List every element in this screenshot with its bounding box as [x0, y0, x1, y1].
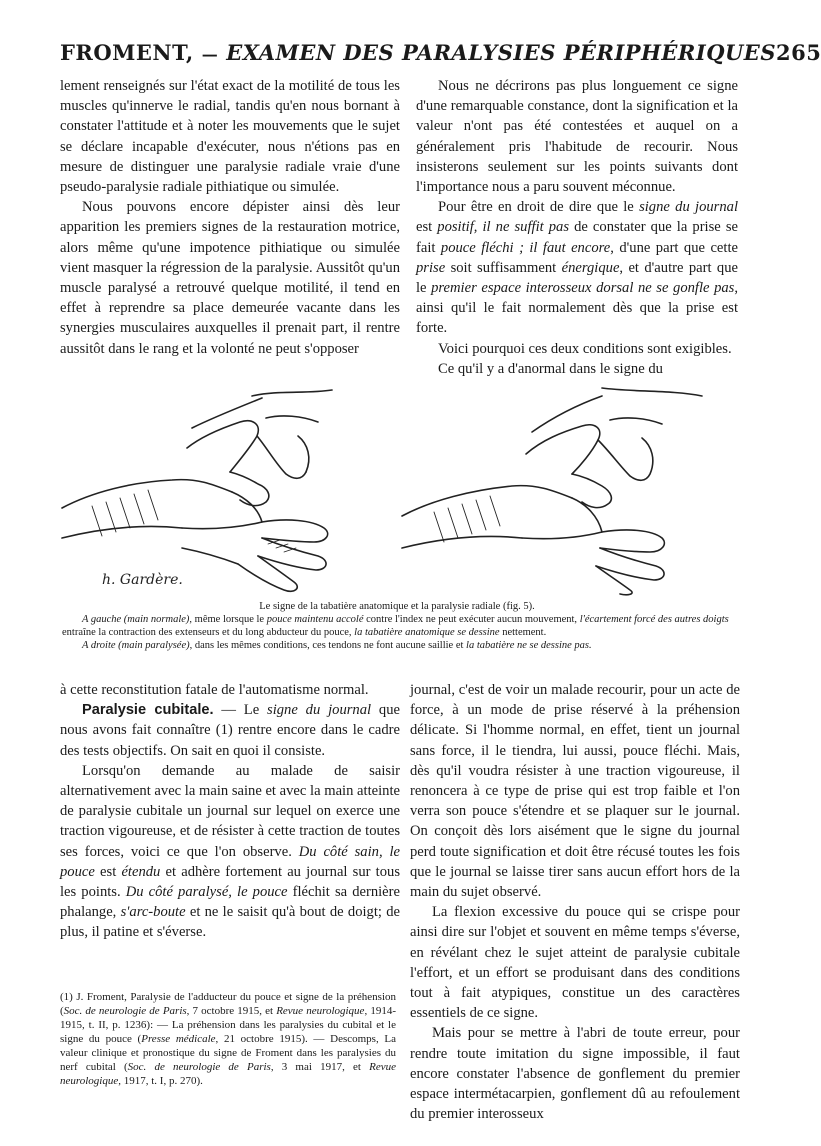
paragraph: Nous ne décrirons pas plus longuement ce signe d'une remarquable constance, dont la signification et la valeur n'ont pas été contestées et auquel on a généralement pris l'habitude de recourir. Nous insisterons seulement sur les points suivants dont l'importance nous a paru souvent méconnue. — [416, 78, 738, 196]
text-run: , ainsi qu'il le fait normalement dès que la prise est forte. — [416, 280, 738, 337]
emphasis: pouce fléchi ; il faut encore — [440, 239, 611, 256]
emphasis: A droite (main paralysée) — [82, 640, 190, 651]
text-run: nettement. — [499, 627, 547, 638]
header-title: EXAMEN DES PARALYSIES PÉRIPHÉRIQUES — [226, 40, 776, 65]
text-run: entraîne la contraction des extenseurs et du long abducteur du pouce, — [62, 627, 355, 638]
emphasis: la tabatière ne se dessine pas. — [466, 640, 592, 651]
text-run: fléchit sa dernière phalange, — [60, 884, 400, 921]
paragraph — [60, 761, 400, 943]
emphasis: Soc. de neurologie de Paris — [127, 1061, 271, 1073]
figure-caption — [62, 600, 732, 652]
emphasis: Revue neurologique — [276, 1005, 365, 1017]
emphasis: Revue neurologique — [60, 1061, 396, 1087]
column-top-right — [416, 76, 738, 379]
paragraph: à cette reconstitution fatale de l'automatisme normal. — [60, 682, 369, 698]
emphasis: Du côté paralysé, le pouce — [125, 884, 288, 901]
text-run: , dans les mêmes conditions, ces tendons ne font aucune saillie et — [189, 640, 467, 651]
footnote-text — [60, 990, 396, 1088]
caption-right-description — [62, 639, 732, 652]
text-run: , et d'autre part que le — [416, 259, 738, 297]
running-header — [60, 40, 821, 65]
emphasis: prise — [416, 259, 446, 276]
emphasis: Soc. de neurologie de Paris — [63, 1005, 187, 1017]
footnote — [60, 990, 396, 1088]
text-run: Lorsqu'on demande au malade de saisir alternativement avec la main saine et avec la main atteinte de paralysie cubitale un journal sur lequel on exerce une traction vigoureuse, et de résister à cette traction de toutes ses forces, voici ce que l'on observe. — [60, 762, 400, 860]
text-run: , même lorsque le — [189, 614, 267, 625]
emphasis: étendu — [121, 863, 161, 880]
caption-left-description — [62, 613, 732, 639]
emphasis: Du côté sain, le pouce — [60, 843, 400, 880]
emphasis: énergique — [561, 259, 620, 276]
emphasis: premier espace interosseux dorsal ne se gonfle pas — [431, 280, 735, 297]
caption-title: Le signe de la tabatière anatomique et la paralysie radiale (fig. 5). — [259, 601, 535, 612]
text-run: , 21 octobre 1915). — Descomps, La valeur clinique et pronostique du signe de Froment dans les paralysies du nerf cubital ( — [60, 1033, 396, 1073]
emphasis: positif, il ne suffit pas — [437, 219, 570, 236]
text-run: , 7 octobre 1915, et — [186, 1005, 277, 1017]
emphasis: Presse médicale — [141, 1033, 216, 1045]
text-run: et adhère fortement au journal sur tous les points. — [60, 863, 400, 901]
text-run: contre l'index ne peut exécuter aucun mouvement, — [363, 614, 580, 625]
paragraph: lement renseignés sur l'état exact de la motilité de tous les muscles qu'innerve le radial, tandis qu'en nous bornant à constater l'attitude et à noter les mouvements que le sujet se déclare incapable d'exécuter, nous n'étions pas en mesure de distinguer une paralysie radiale vraie d'une pseudo-paralysie radiale pithiatique ou simulée. — [60, 78, 400, 196]
column-bottom-right — [410, 680, 740, 1124]
column-bottom-left — [60, 680, 400, 943]
emphasis: signe du journal — [267, 702, 372, 719]
text-run: Pour être en droit de dire que le — [438, 199, 640, 216]
paragraph: Voici pourquoi ces deux conditions sont exigibles. — [438, 340, 732, 357]
emphasis: signe du journal — [639, 199, 739, 216]
text-run: , 1914-1915, t. II, p. 1236): — La préhension dans les paralysies du cubital et le signe du pouce ( — [60, 1005, 396, 1045]
text-run: que nous avons fait connaître (1) rentre encore dans le cadre des tests objectifs. On sait en quoi il consiste. — [60, 702, 400, 759]
emphasis: l'écartement forcé des autres doigts — [579, 614, 729, 625]
text-run: de constater que la prise se fait — [416, 219, 738, 256]
paragraph: Nous pouvons encore dépister ainsi dès leur apparition les premiers signes de la restauration motrice, alors même qu'une impotence pithiatique ou simulée vient masquer la régression de la paralysie. Aussitôt qu'un muscle paralysé a retrouvé quelque motilité, il tend en effet à reprendre sa place demeurée vacante dans les synergies musculaires auxquelles il prenait part, il rentre aussitôt dans le rang et la volonté ne peut s'opposer — [60, 199, 400, 357]
text-run: est — [94, 863, 122, 880]
figure-hands-illustration — [62, 388, 742, 596]
section-subheading: Paralysie cubitale. — [82, 702, 214, 719]
paragraph: Mais pour se mettre à l'abri de toute erreur, pour rendre toute imitation du signe impossible, il faut encore constater l'absence de gonflement du premier espace intermétacarpien, gonflement dû au refoulement du premier interosseux — [410, 1025, 740, 1123]
text-run: , 1917, t. I, p. 270). — [118, 1075, 203, 1087]
paragraph — [60, 700, 400, 761]
emphasis: la tabatière anatomique se dessine — [354, 627, 500, 638]
hands-drawing — [62, 388, 742, 596]
text-run: soit suffisamment — [445, 259, 562, 276]
page-number: 265 — [775, 40, 821, 65]
column-top-left — [60, 76, 400, 359]
header-separator: — — [201, 45, 219, 64]
paragraph — [416, 197, 738, 338]
header-author: FROMENT, — [60, 40, 194, 65]
text-run: (1) J. Froment, Paralysie de l'adducteur du pouce et signe de la préhension ( — [60, 991, 396, 1017]
paragraph: journal, c'est de voir un malade recourir, pour un acte de force, à un mode de prise réservé à la préhension délicate. Si l'homme normal, en effet, tient un journal sans force, il le tiendra, lui aussi, pouce fléchi. Mais, dès qu'il voudra résister à une traction vigoureuse, il renoncera à ce type de prise qui est trop faible et l'on verra son pouce s'étendre et se plaquer sur le journal. On conçoit dès lors aisément que le signe du journal perd toute signification et doit être récusé toutes les fois que le journal se laisse tirer sans aucun effort hors de la main du sujet observé. — [410, 682, 740, 901]
illustrator-signature: h. Gardère. — [102, 572, 183, 588]
text-run: — Le — [213, 702, 268, 719]
emphasis: pouce maintenu accolé — [266, 614, 364, 625]
emphasis: A gauche (main normale) — [82, 614, 190, 625]
left-examiner-forearm-line — [252, 390, 332, 396]
text-run: , d'une part que cette — [610, 239, 738, 256]
paragraph: La flexion excessive du pouce qui se crispe pour ainsi dire sur l'objet et souvent en même temps s'éverse, en révélant chez le sujet atteint de paralysie cubitale l'effort, et un effort se produisant dans des conditions tout à fait atypiques, constitue un des caractères essentiels de ce signe. — [410, 904, 740, 1022]
paragraph: Ce qu'il y a d'anormal dans le signe du — [438, 360, 663, 377]
emphasis: s'arc-boute — [120, 904, 186, 921]
text-run: est — [416, 219, 438, 236]
text-run: , 3 mai 1917, et — [270, 1061, 370, 1073]
text-run: et ne le saisit qu'à bout de doigt; de plus, il patine et s'éverse. — [60, 904, 400, 941]
